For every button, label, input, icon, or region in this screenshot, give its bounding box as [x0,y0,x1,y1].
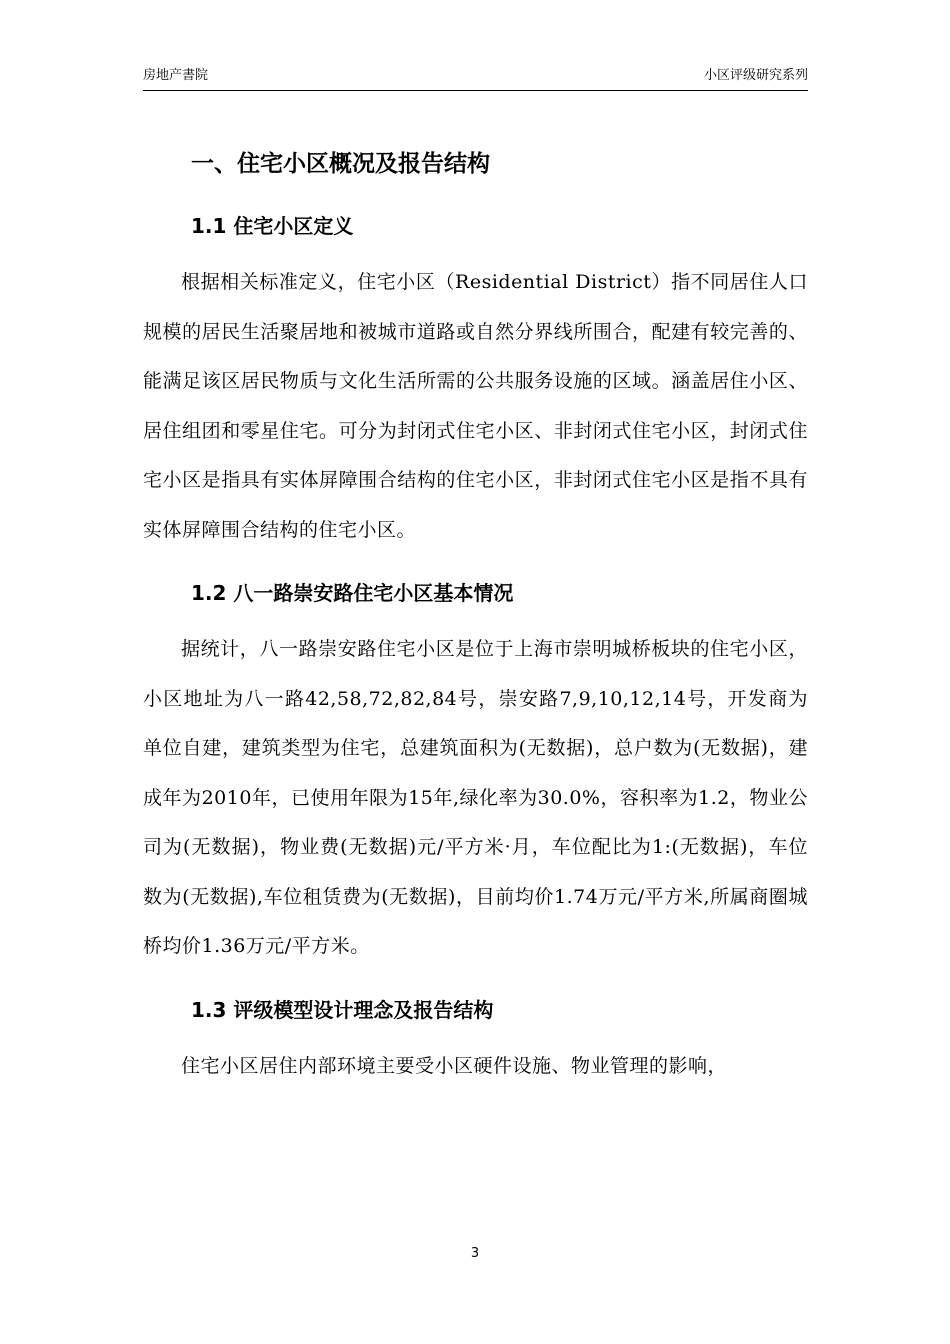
definition-paragraph: 根据相关标准定义，住宅小区（Residential District）指不同居住人口规模的居民生活聚居地和被城市道路或自然分界线所围合，配建有较完善的、能满足该区居民物质与文化生活所需的公共服务设施的区域。涵盖居住小区、居住组团和零星住宅。可分为封闭式住宅小区、非封闭式住宅小区，封闭式住宅小区是指具有实体屏障围合结构的住宅小区，非封闭式住宅小区是指不具有实体屏障围合结构的住宅小区。 [143,271,808,541]
header-series: 小区评级研究系列 [703,68,808,83]
subsection-title-1-3: 1.3 评级模型设计理念及报告结构 [191,997,494,1022]
page-number: 3 [470,1246,480,1261]
page-header [143,66,808,91]
subsection-title-1-1: 1.1 住宅小区定义 [191,214,354,238]
page-content [143,140,808,1091]
model-design-paragraph: 住宅小区居住内部环境主要受小区硬件设施、物业管理的影响， [181,1054,728,1077]
subsection-title-1-2: 1.2 八一路崇安路住宅小区基本情况 [191,581,514,605]
section-title: 一、住宅小区概况及报告结构 [191,151,490,177]
header-publisher: 房地产書院 [143,68,209,83]
basic-info-paragraph: 据统计，八一路崇安路住宅小区是位于上海市崇明城桥板块的住宅小区，小区地址为八一路42,58,72,82,84号，崇安路7,9,10,12,14号，开发商为单位自建，建筑类型为住宅，总建筑面积为(无数据)，总户数为(无数据)，建成年为2010年，已使用年限为15年,绿化率为30.0%，容积率为1.2，物业公司为(无数据)，物业费(无数据)元/平方米·月，车位配比为1:(无数据)，车位数为(无数据),车位租赁费为(无数据)，目前均价1.74万元/平方米,所属商圈城桥均价1.36万元/平方米。 [143,638,808,957]
